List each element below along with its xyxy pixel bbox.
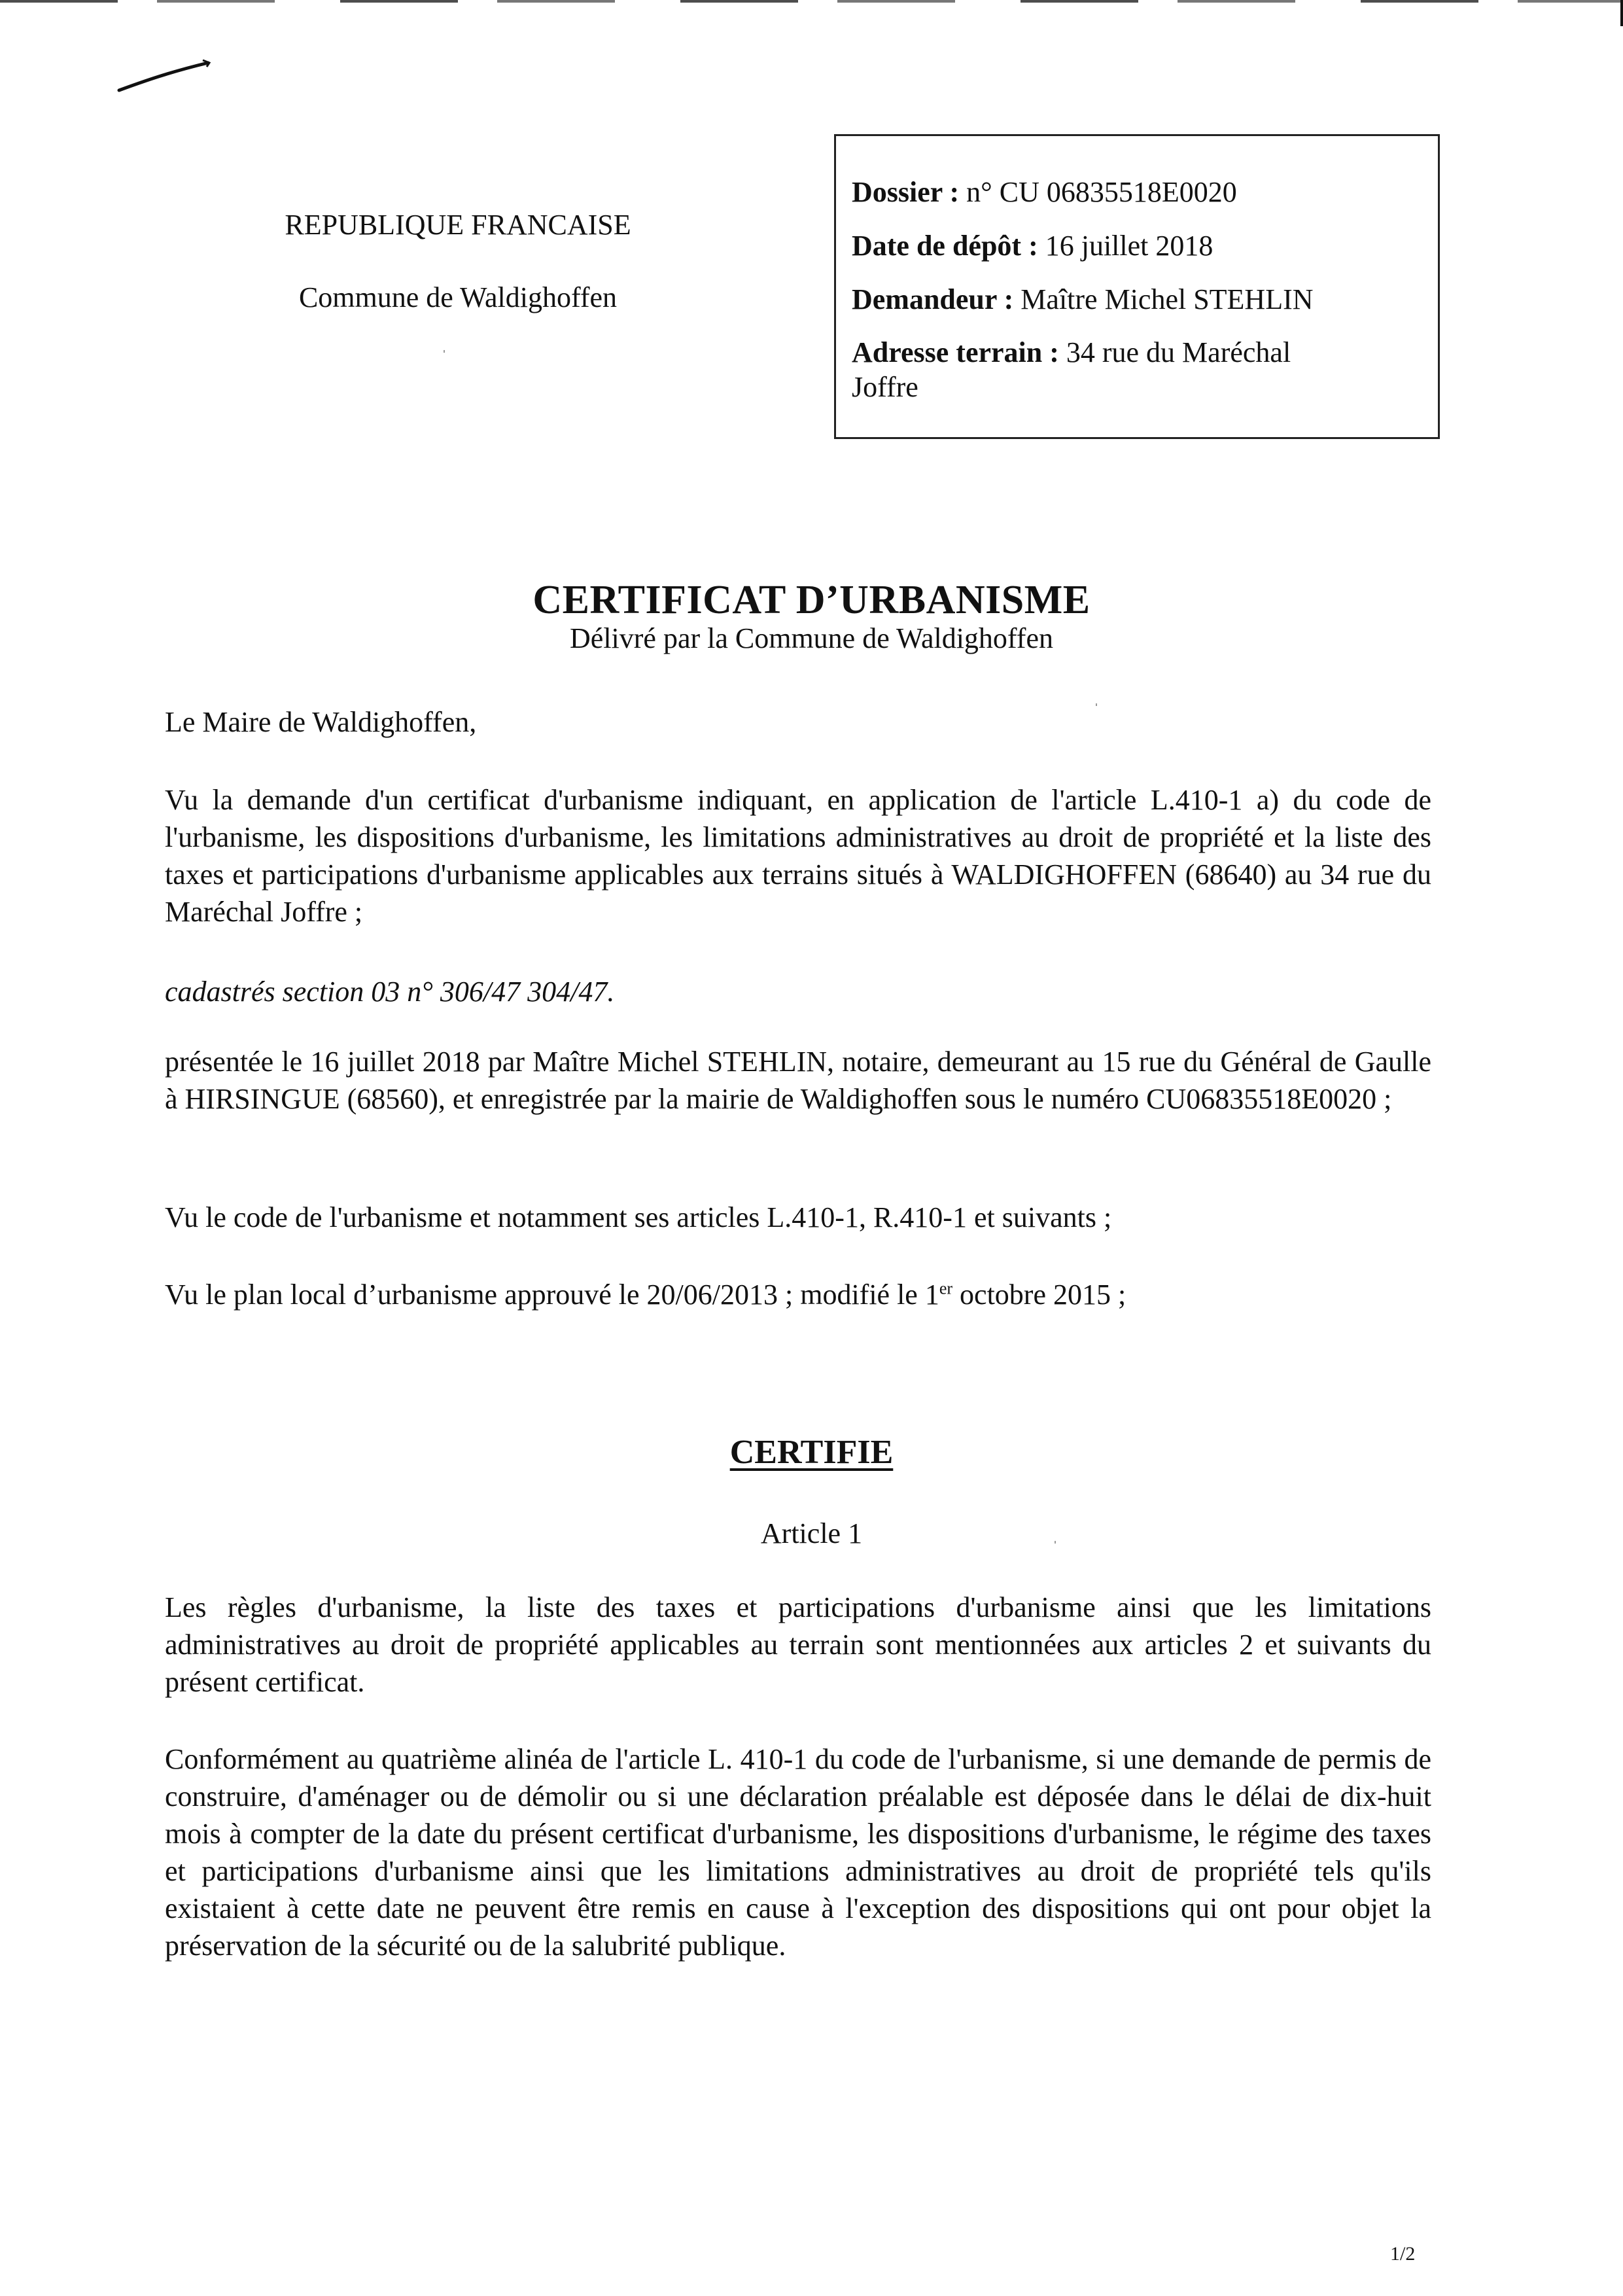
document-title-block <box>0 580 1623 656</box>
vu-demande-paragraph: Vu la demande d'un certificat d'urbanisme indiquant, en application de l'article L.410-1 a) du code de l'urbanisme, les dispositions d'urbanisme, les limitations administratives au droit de propriété et la liste des taxes et participations d'urbanisme applicables aux terrains situés à WALDIGHOFFEN (68640) au 34 rue du Maréchal Joffre ; <box>165 784 1431 928</box>
dossier-value: n° CU 06835518E0020 <box>966 176 1237 208</box>
cadastre-reference: cadastrés section 03 n° 306/47 304/47. <box>165 976 615 1008</box>
country-name: REPUBLIQUE FRANCAISE <box>285 209 631 241</box>
article-1-paragraph-1: Les règles d'urbanisme, la liste des taxes et participations d'urbanisme ainsi que les limitations administratives au droit de propriété applicables au terrain sont mentionnées aux articles 2 et suivants du présent certificat. <box>165 1591 1431 1698</box>
article-1-paragraph-2: Conformément au quatrième alinéa de l'article L. 410-1 du code de l'urbanisme, si une demande de permis de construire, d'aménager ou de démolir ou si une déclaration préalable est déposée dans le délai de dix-huit mois à compter de la date du présent certificat d'urbanisme, les dispositions d'urbanisme, le régime des taxes et participations d'urbanisme ainsi que les limitations administratives au droit de propriété tels qu'ils existaient à cette date ne peuvent être remis en cause à l'exception des dispositions qui ont pour objet la préservation de la sécurité ou de la salubrité publique. <box>165 1743 1431 1962</box>
dossier-row <box>852 175 1438 210</box>
issuer-header <box>196 208 720 315</box>
vu-plan-text-2: octobre 2015 ; <box>952 1279 1126 1311</box>
dossier-info-box <box>834 134 1440 439</box>
scan-speck <box>444 350 445 353</box>
certifie-heading <box>0 1433 1623 1472</box>
adresse-value-line1: 34 rue du Maréchal <box>1066 336 1291 369</box>
demandeur-row <box>852 283 1438 317</box>
presentee-paragraph: présentée le 16 juillet 2018 par Maître Michel STEHLIN, notaire, demeurant au 15 rue du Général de Gaulle à HIRSINGUE (68560), et enregistrée par la mairie de Waldighoffen sous le numéro CU06835518E0020 ; <box>165 1046 1431 1115</box>
vu-plan-paragraph <box>165 1276 1431 1313</box>
vu-plan-superscript: er <box>939 1279 953 1298</box>
adresse-label: Adresse terrain : <box>852 336 1059 369</box>
page-number: 1/2 <box>1390 2243 1416 2265</box>
date-value: 16 juillet 2018 <box>1045 229 1213 262</box>
adresse-value-line2: Joffre <box>852 371 918 404</box>
page-title: CERTIFICAT D’URBANISME <box>532 578 1091 622</box>
demandeur-value: Maître Michel STEHLIN <box>1021 283 1314 315</box>
commune-name: Commune de Waldighoffen <box>298 281 618 313</box>
scan-speck <box>1096 703 1097 706</box>
scan-speck <box>1055 1541 1056 1544</box>
dossier-label: Dossier : <box>852 176 960 208</box>
adresse-row <box>852 336 1438 405</box>
date-label: Date de dépôt : <box>852 229 1038 262</box>
demandeur-label: Demandeur : <box>852 283 1014 315</box>
scan-edge-right <box>1620 0 1623 2296</box>
vu-code-paragraph: Vu le code de l'urbanisme et notamment ses articles L.410-1, R.410-1 et suivants ; <box>165 1201 1112 1233</box>
pen-stroke-mark <box>111 52 216 98</box>
certifie-heading-text: CERTIFIE <box>729 1434 894 1471</box>
vu-plan-text-1: Vu le plan local d’urbanisme approuvé le 20/06/2013 ; modifié le 1 <box>165 1279 939 1311</box>
page-subtitle: Délivré par la Commune de Waldighoffen <box>570 622 1053 654</box>
salutation: Le Maire de Waldighoffen, <box>165 706 477 738</box>
date-row <box>852 229 1438 264</box>
scan-edge-top <box>0 0 1623 3</box>
article-1-label: Article 1 <box>760 1517 863 1549</box>
